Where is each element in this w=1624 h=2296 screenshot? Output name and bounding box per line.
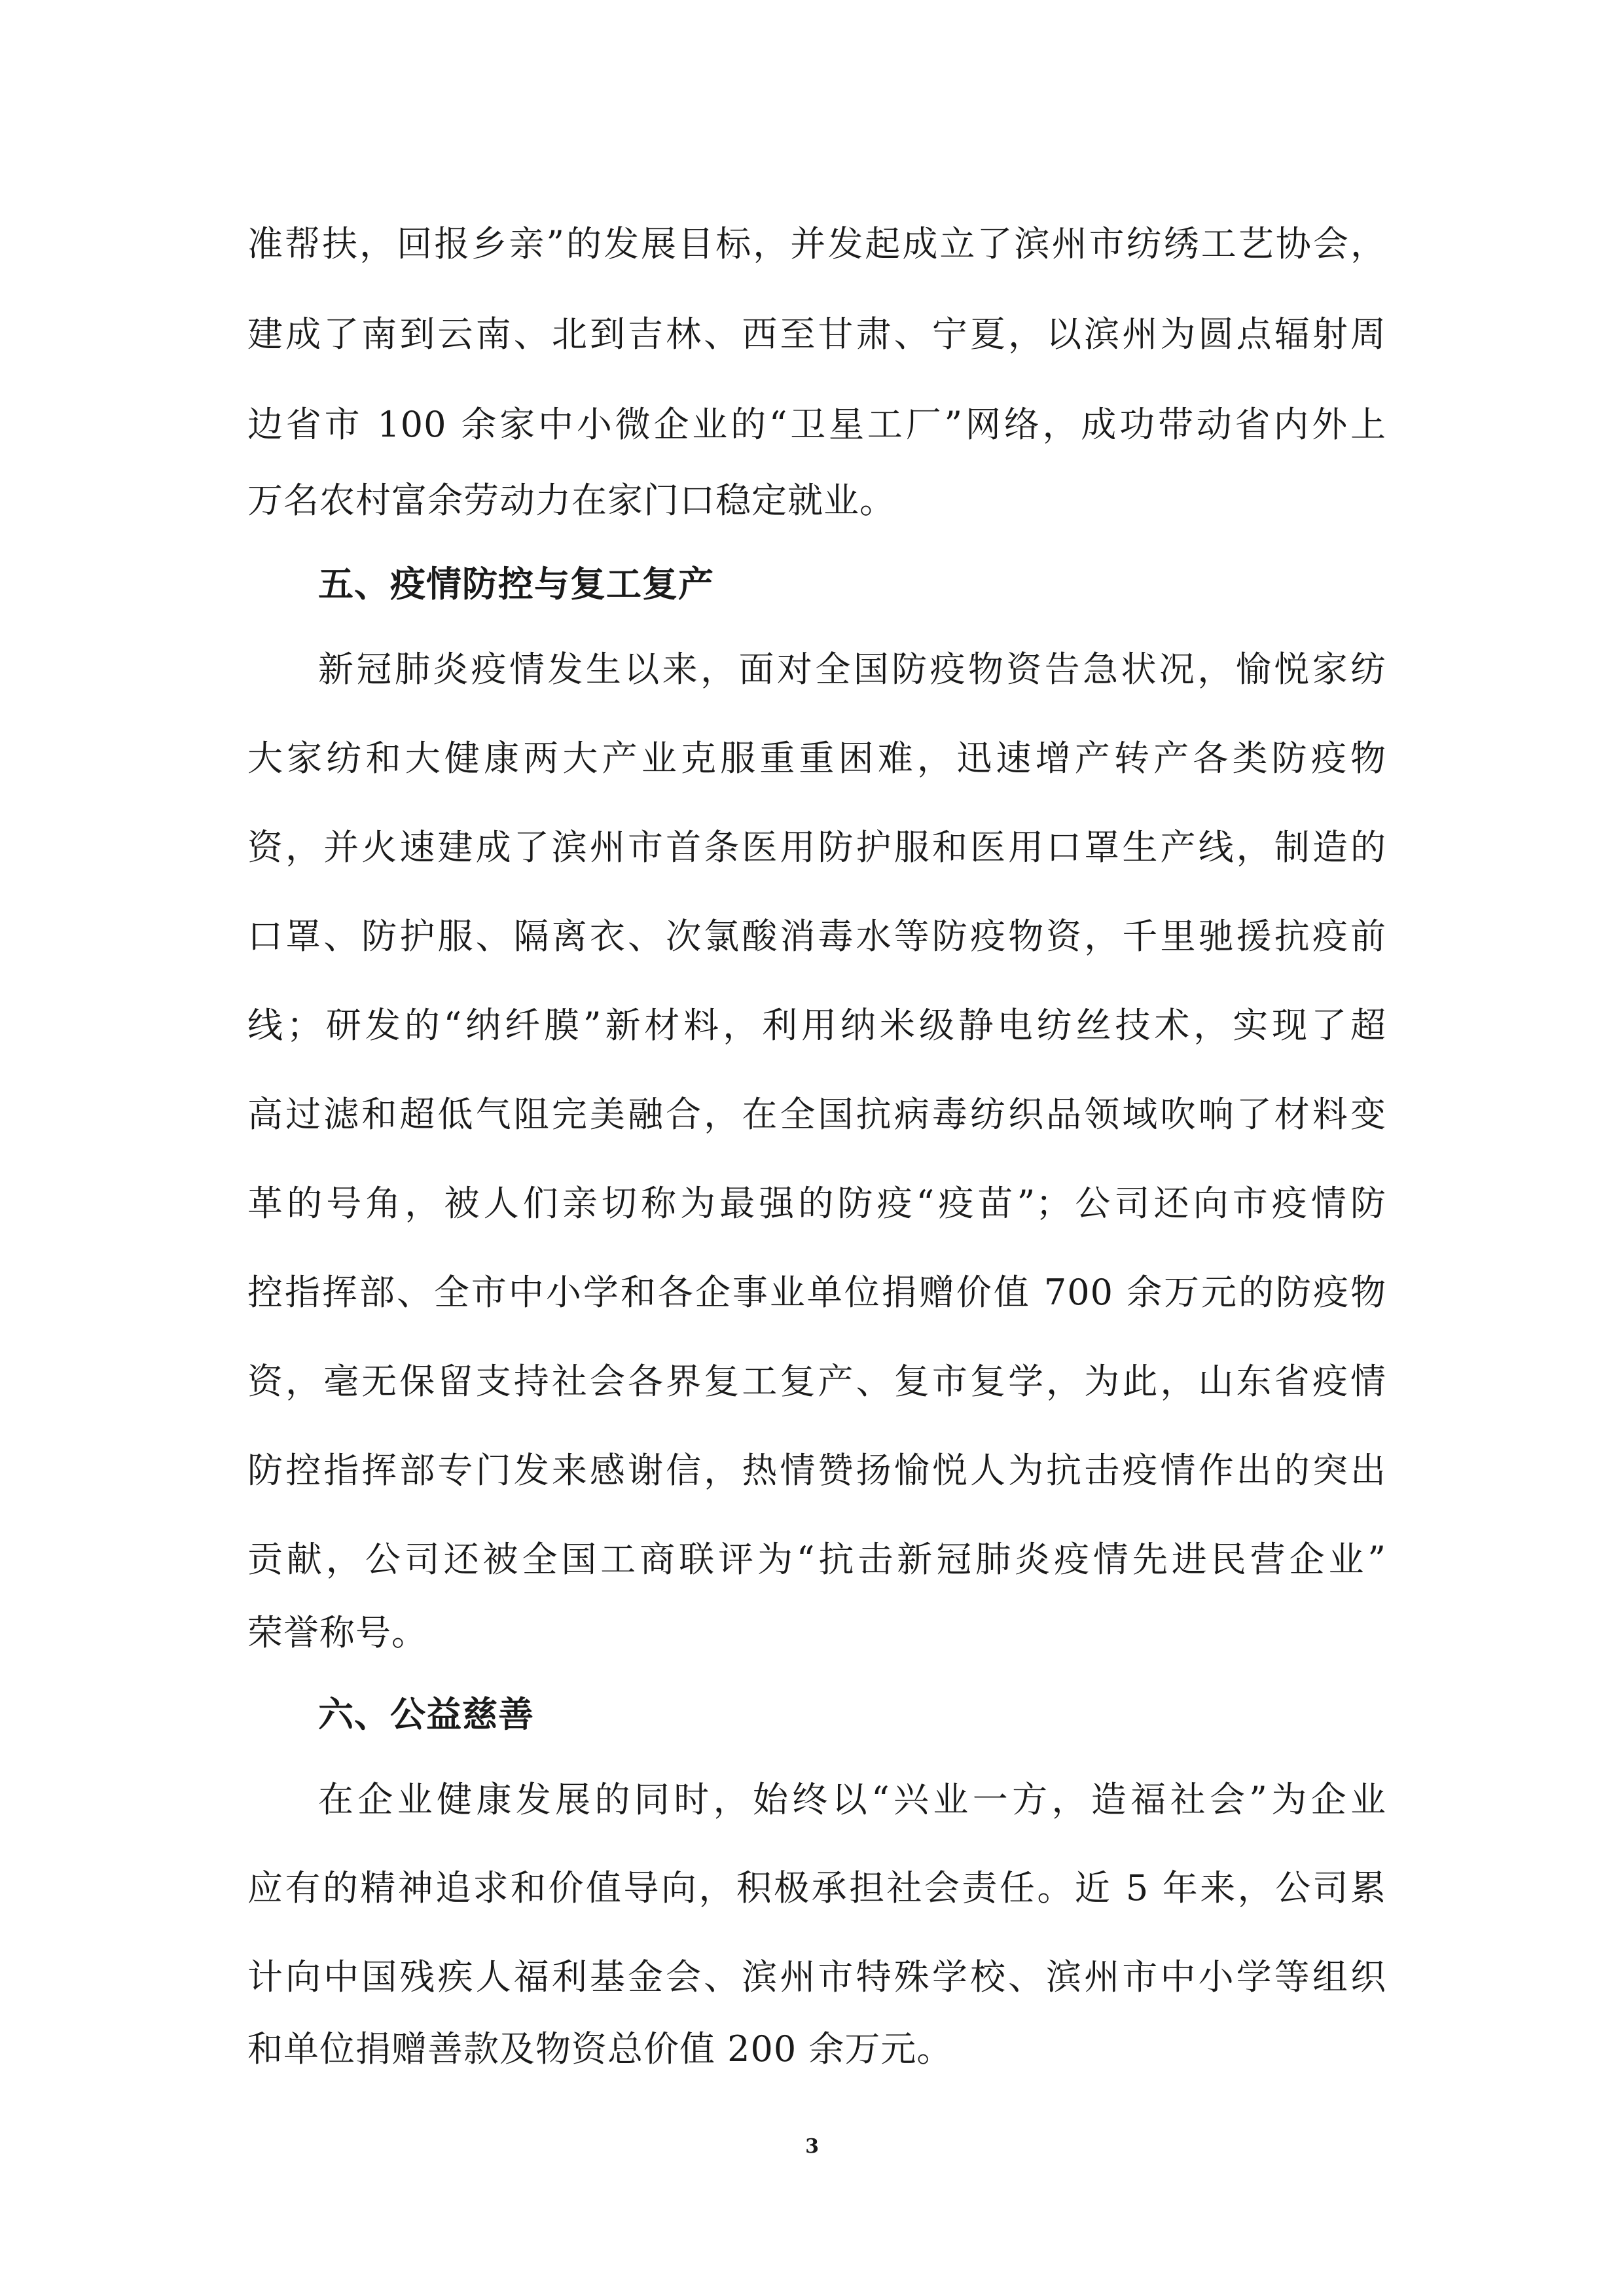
body-line: 准帮扶，回报乡亲”的发展目标，并发起成立了滨州市纺绣工艺协会， — [247, 223, 1386, 264]
body-line: 资，并火速建成了滨州市首条医用防护服和医用口罩生产线，制造的 — [247, 827, 1386, 868]
body-line: 万名农村富余劳动力在家门口稳定就业。 — [247, 480, 895, 521]
page-number: 3 — [805, 2135, 819, 2158]
body-line: 高过滤和超低气阻完美融合，在全国抗病毒纺织品领域吹响了材料变 — [247, 1094, 1386, 1135]
body-line: 应有的精神追求和价值导向，积极承担社会责任。近 5 年来，公司累 — [247, 1867, 1386, 1909]
body-line: 贡献，公司还被全国工商联评为“抗击新冠肺炎疫情先进民营企业” — [247, 1539, 1386, 1580]
body-line: 边省市 100 余家中小微企业的“卫星工厂”网络，成功带动省内外上 — [247, 404, 1386, 445]
body-line: 革的号角，被人们亲切称为最强的防疫“疫苗”；公司还向市疫情防 — [247, 1183, 1386, 1224]
section-heading: 六、公益慈善 — [318, 1694, 534, 1735]
section-heading: 五、疫情防控与复工复产 — [318, 564, 714, 605]
body-line: 大家纺和大健康两大产业克服重重困难，迅速增产转产各类防疫物 — [247, 738, 1386, 779]
body-line: 建成了南到云南、北到吉林、西至甘肃、宁夏，以滨州为圆点辐射周 — [247, 314, 1386, 355]
body-line: 防控指挥部专门发来感谢信，热情赞扬愉悦人为抗击疫情作出的突出 — [247, 1450, 1386, 1491]
body-line: 新冠肺炎疫情发生以来，面对全国防疫物资告急状况，愉悦家纺 — [318, 649, 1386, 690]
body-line: 在企业健康发展的同时，始终以“兴业一方，造福社会”为企业 — [318, 1779, 1386, 1820]
body-line: 和单位捐赠善款及物资总价值 200 余万元。 — [247, 2028, 953, 2070]
body-line: 计向中国残疾人福利基金会、滨州市特殊学校、滨州市中小学等组织 — [247, 1956, 1386, 1998]
body-line: 线；研发的“纳纤膜”新材料，利用纳米级静电纺丝技术，实现了超 — [247, 1005, 1386, 1046]
body-line: 控指挥部、全市中小学和各企事业单位捐赠价值 700 余万元的防疫物 — [247, 1272, 1386, 1313]
body-line: 口罩、防护服、隔离衣、次氯酸消毒水等防疫物资，千里驰援抗疫前 — [247, 916, 1386, 957]
body-line: 荣誉称号。 — [247, 1612, 427, 1653]
body-line: 资，毫无保留支持社会各界复工复产、复市复学，为此，山东省疫情 — [247, 1361, 1386, 1402]
